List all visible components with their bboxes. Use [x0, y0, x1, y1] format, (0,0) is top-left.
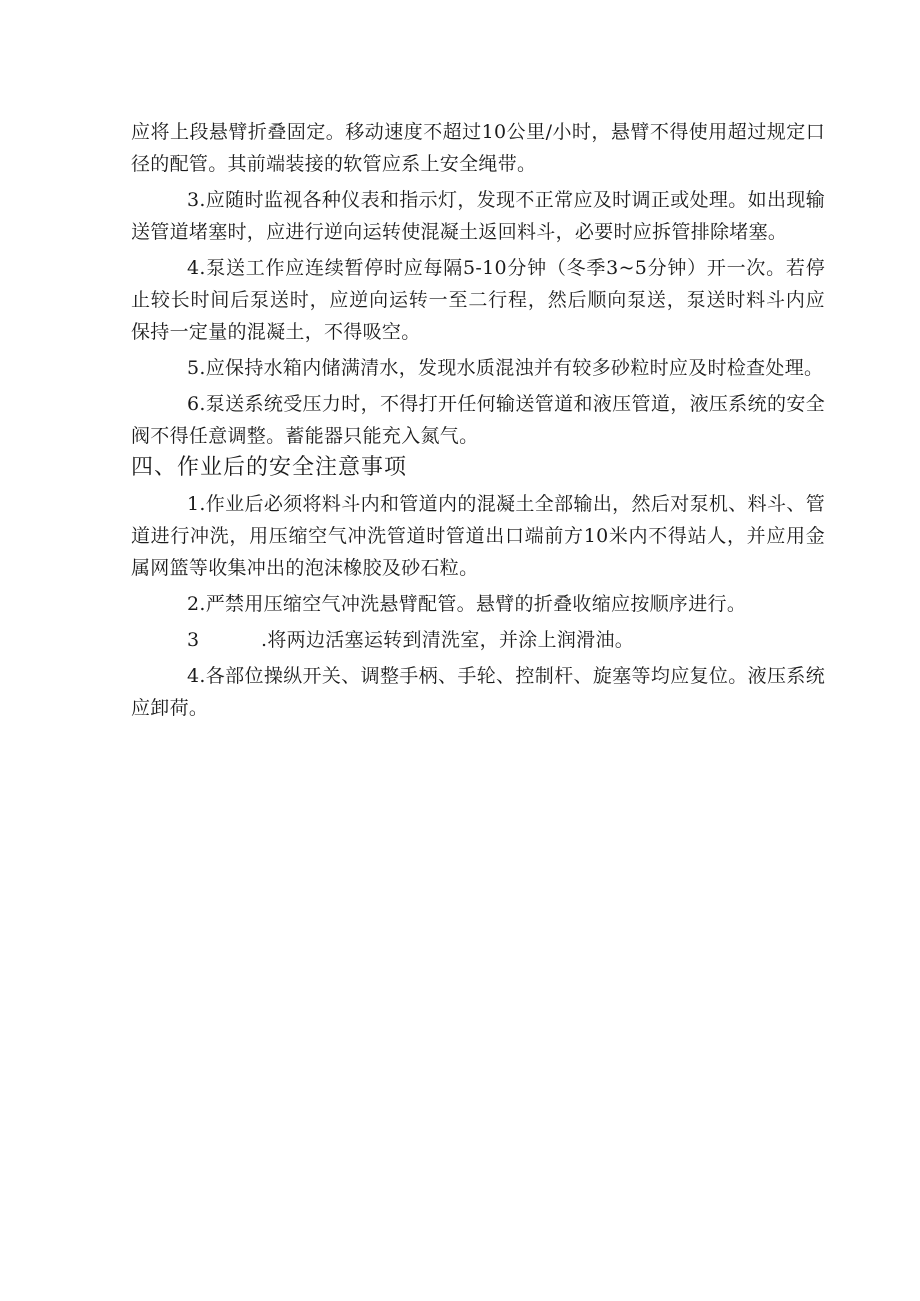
paragraph-item-6 [131, 388, 825, 452]
paragraph-text: .严禁用压缩空气冲洗悬臂配管。悬臂的折叠收缩应按顺序进行。 [199, 593, 747, 615]
paragraph-text: .各部位操纵开关、调整手柄、手轮、控制杆、旋塞等均应复位。液压系统应卸荷。 [131, 665, 825, 719]
item-number: 3 [187, 629, 200, 651]
paragraph-item-5 [131, 352, 825, 384]
paragraph-continuation [131, 116, 825, 180]
paragraph-text: .应随时监视各种仪表和指示灯，发现不正常应及时调正或处理。如出现输送管道堵塞时，应进行逆向运转使混凝土返回料斗，必要时应拆管排除堵塞。 [131, 189, 825, 243]
item-number: 1 [187, 493, 200, 515]
document-body [131, 116, 825, 728]
paragraph-item-4 [131, 252, 825, 348]
paragraph-item-1 [131, 488, 825, 584]
paragraph-text: .作业后必须将料斗内和管道内的混凝土全部输出，然后对泵机、料斗、管道进行冲洗，用压缩空气冲洗管道时管道出口端前方10米内不得站人，并应用金属网篮等收集冲出的泡沫橡胶及砂石粒。 [131, 493, 825, 579]
paragraph-item-3 [131, 184, 825, 248]
paragraph-text: .泵送工作应连续暂停时应每隔5-10分钟（冬季3~5分钟）开一次。若停止较长时间后泵送时，应逆向运转一至二行程，然后顺向泵送，泵送时料斗内应保持一定量的混凝土，不得吸空。 [131, 257, 825, 343]
section-heading: 四、作业后的安全注意事项 [131, 455, 408, 480]
item-number: 3 [187, 189, 200, 211]
item-number: 4 [187, 257, 200, 279]
paragraph-text: .泵送系统受压力时，不得打开任何输送管道和液压管道，液压系统的安全阀不得任意调整。蓄能器只能充入氮气。 [131, 393, 825, 447]
paragraph-text: .将两边活塞运转到清洗室，并涂上润滑油。 [261, 629, 635, 651]
paragraph-item-3-after [131, 624, 825, 656]
paragraph-text: .应保持水箱内储满清水，发现水质混浊并有较多砂粒时应及时检查处理。 [199, 357, 824, 379]
paragraph-text: 应将上段悬臂折叠固定。移动速度不超过10公里/小时，悬臂不得使用超过规定口径的配管。其前端装接的软管应系上安全绳带。 [131, 121, 825, 175]
item-number: 5 [187, 357, 200, 379]
item-number: 2 [187, 593, 200, 615]
item-number: 4 [187, 665, 200, 687]
paragraph-item-2 [131, 588, 825, 620]
item-number: 6 [187, 393, 200, 415]
paragraph-item-4-after [131, 660, 825, 724]
